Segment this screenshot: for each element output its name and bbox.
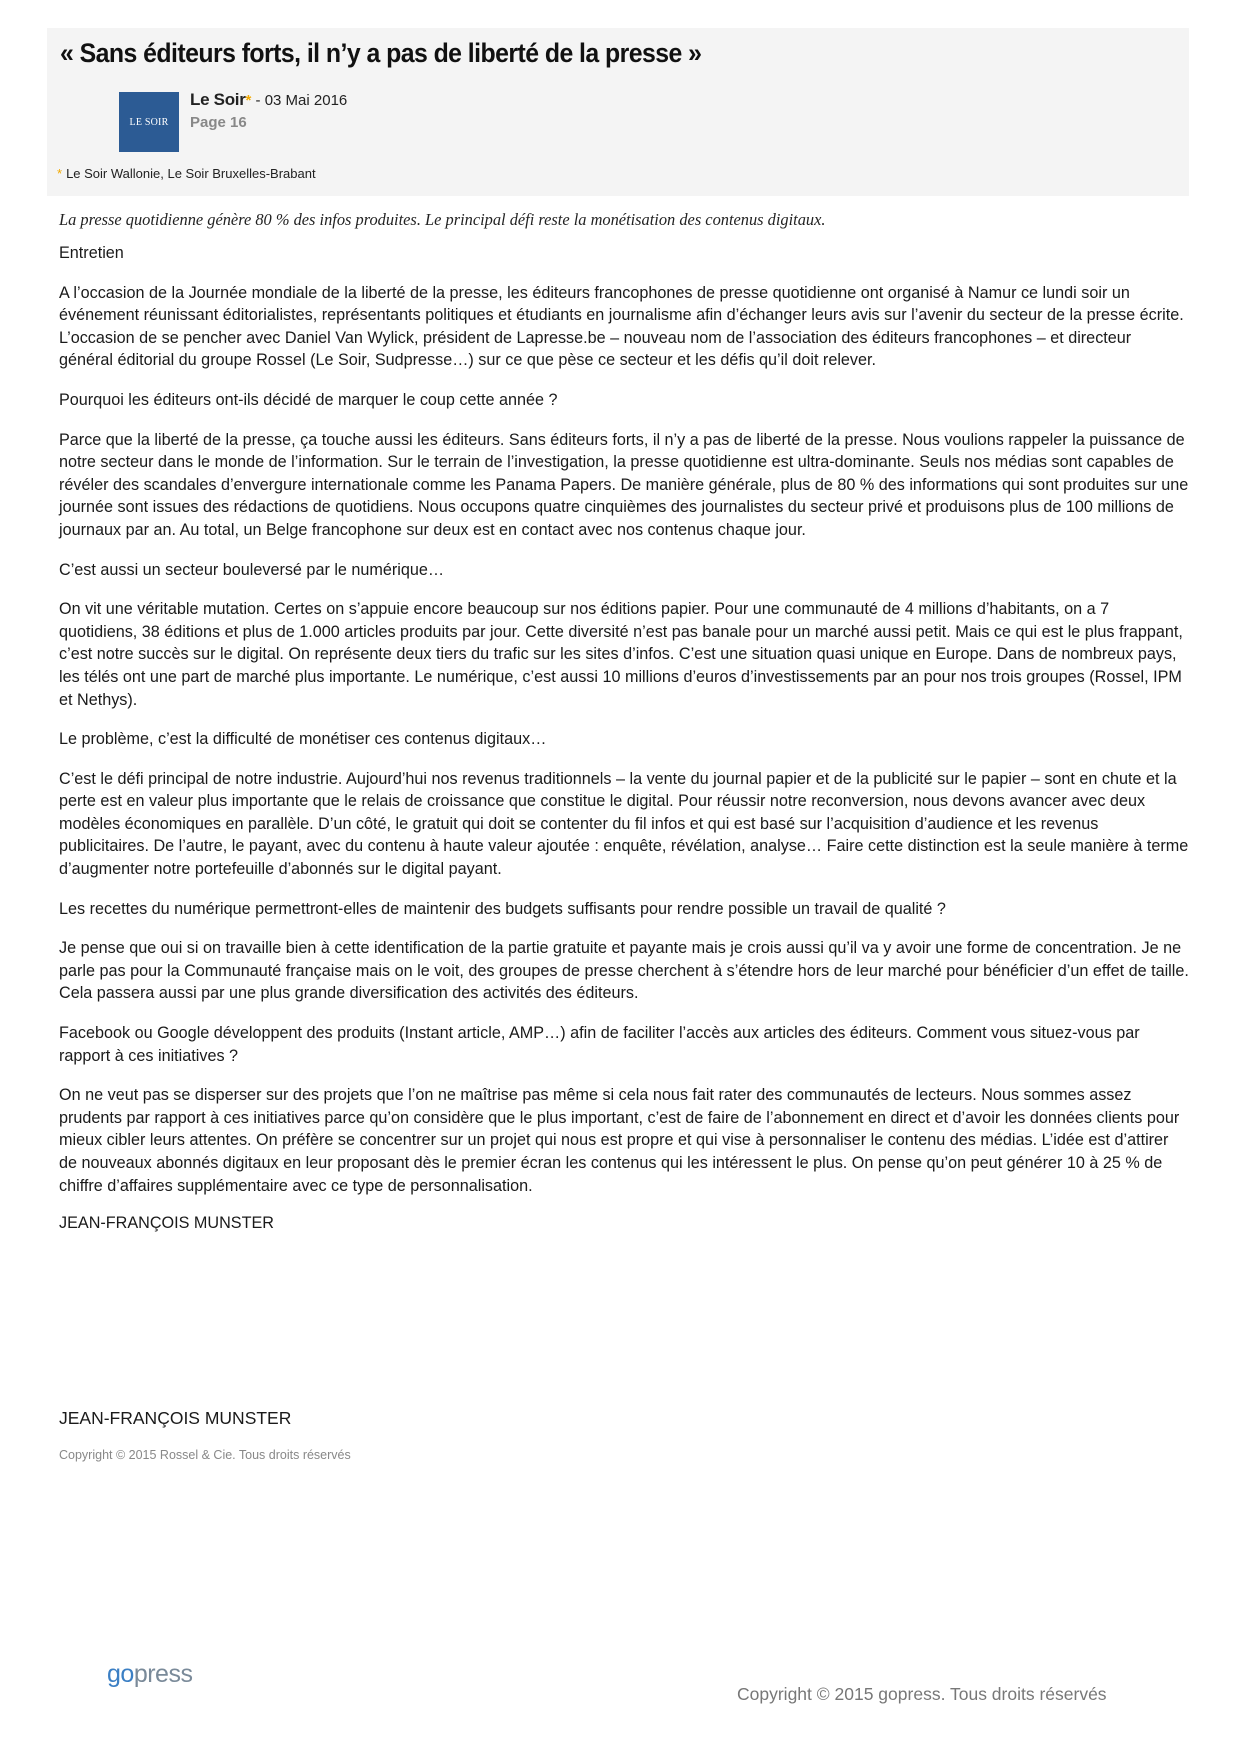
article-title: « Sans éditeurs forts, il n’y a pas de liberté de la presse »: [60, 38, 702, 68]
publication-date: - 03 Mai 2016: [251, 92, 348, 109]
page-number: Page 16: [190, 114, 247, 131]
author-signature-repeat: JEAN-FRANÇOIS MUNSTER: [59, 1408, 292, 1428]
footer-copyright: Copyright © 2015 gopress. Tous droits réservés: [737, 1684, 1107, 1704]
article-lead: La presse quotidienne génère 80 % des infos produites. Le principal défi reste la monétisation des contenus digitaux.: [59, 210, 826, 229]
paragraph: A l’occasion de la Journée mondiale de la liberté de la presse, les éditeurs francophones de presse quotidienne ont organisé à Namur ce lundi soir un événement réunissant éditorialistes, représentants politiques et étudiants en journalisme afin d’échanger leurs avis sur l’avenir du secteur de la presse écrite. L’occasion de se pencher avec Daniel Van Wylick, président de Lapresse.be – nouveau nom de l’association des éditeurs francophones – et directeur général éditorial du groupe Rossel (Le Soir, Sudpresse…) sur ce que pèse ce secteur et les défis qu’il doit relever.: [59, 283, 1184, 370]
question: Le problème, c’est la difficulté de monétiser ces contenus digitaux…: [59, 730, 547, 749]
article-body: [59, 210, 1189, 1233]
editions-text: Le Soir Wallonie, Le Soir Bruxelles-Brabant: [66, 166, 316, 181]
paragraph: C’est le défi principal de notre industrie. Aujourd’hui nos revenus traditionnels – la vente du journal papier et de la publicité sur le papier – sont en chute et la perte est en valeur plus importante que le relais de croissance que constitue le digital. Pour réussir notre reconversion, nous devons avancer avec deux modèles économiques en parallèle. D’un côté, le gratuit qui doit se contenter du fil infos et qui est basé sur l’acquisition d’audience et les revenus publicitaires. De l’autre, le payant, avec du contenu à haute valeur ajoutée : enquête, révélation, analyse… Faire cette distinction est la seule manière à terme d’augmenter notre portefeuille d’abonnés sur le digital payant.: [59, 769, 1189, 879]
author-signature: JEAN-FRANÇOIS MUNSTER: [59, 1214, 274, 1233]
star-icon: *: [245, 92, 252, 109]
article-header: [47, 28, 1189, 196]
question: C’est aussi un secteur bouleversé par le numérique…: [59, 560, 445, 579]
editions-line: [57, 166, 316, 181]
question: Les recettes du numérique permettront-elles de maintenir des budgets suffisants pour rendre possible un travail de qualité ?: [59, 899, 946, 918]
publication-line: [190, 90, 347, 110]
paragraph: Je pense que oui si on travaille bien à cette identification de la partie gratuite et payante mais je crois aussi qu’il va y avoir une forme de concentration. Je ne parle pas pour la Communauté française mais on le voit, des groupes de presse cherchent à s’étendre hors de leur marché pour bénéficier d’un effet de taille. Cela passera aussi par une plus grande diversification des activités des éditeurs.: [59, 939, 1189, 1003]
paragraph: On ne veut pas se disperser sur des projets que l’on ne maîtrise pas même si cela nous fait rater des communautés de lecteurs. Nous sommes assez prudents par rapport à ces initiatives parce qu’on considère que le plus important, c’est de faire de l’abonnement en direct et d’avoir les données clients pour mieux cibler leurs attentes. On préfère se concentrer sur un projet qui nous est propre et qui vise à personnaliser le contenu des médias. L’idée est d’attirer de nouveaux abonnés digitaux en leur proposant dès le premier écran les contenus qui les intéressent le plus. On pense qu’on peut générer 10 à 25 % de chiffre d’affaires supplémentaire avec ce type de personnalisation.: [59, 1086, 1180, 1195]
paragraph: On vit une véritable mutation. Certes on s’appuie encore beaucoup sur nos éditions papier. Pour une communauté de 4 millions d’habitants, on a 7 quotidiens, 38 éditions et plus de 1.000 articles produits par jour. Cette diversité n’est pas banale pour un marché aussi petit. Mais ce qui est le plus frappant, c’est notre succès sur le digital. On représente deux tiers du trafic sur les sites d’infos. C’est une situation quasi unique en Europe. Dans de nombreux pays, les télés ont une part de marché plus importante. Le numérique, c’est aussi 10 millions d’euros d’investissements par an pour nos trois groupes (Rossel, IPM et Nethys).: [59, 600, 1183, 709]
gopress-logo: gopress: [107, 1660, 193, 1688]
question: Pourquoi les éditeurs ont-ils décidé de marquer le coup cette année ?: [59, 390, 558, 409]
publication-name: Le Soir: [190, 90, 246, 109]
star-icon: *: [57, 166, 63, 181]
paragraph: Parce que la liberté de la presse, ça touche aussi les éditeurs. Sans éditeurs forts, il n’y a pas de liberté de la presse. Nous voulions rappeler la puissance de notre secteur dans le monde de l’information. Sur le terrain de l’investigation, la presse quotidienne est ultra-dominante. Seuls nos médias sont capables de révéler des scandales d’envergure internationale comme les Panama Papers. De manière générale, plus de 80 % des informations qui sont produites sur une journée sont issues des rédactions de quotidiens. Nous occupons quatre cinquièmes des journalistes du secteur privé et produisons plus de 100 millions de journaux par an. Au total, un Belge francophone sur deux est en contact avec nos contenus chaque jour.: [59, 430, 1189, 539]
paragraph: Entretien: [59, 244, 124, 262]
question: Facebook ou Google développent des produits (Instant article, AMP…) afin de faciliter l’accès aux articles des éditeurs. Comment vous situez-vous par rapport à ces initiatives ?: [59, 1024, 1140, 1065]
le-soir-logo: LE SOIR: [119, 92, 179, 152]
article-copyright: Copyright © 2015 Rossel & Cie. Tous droits réservés: [59, 1448, 351, 1462]
